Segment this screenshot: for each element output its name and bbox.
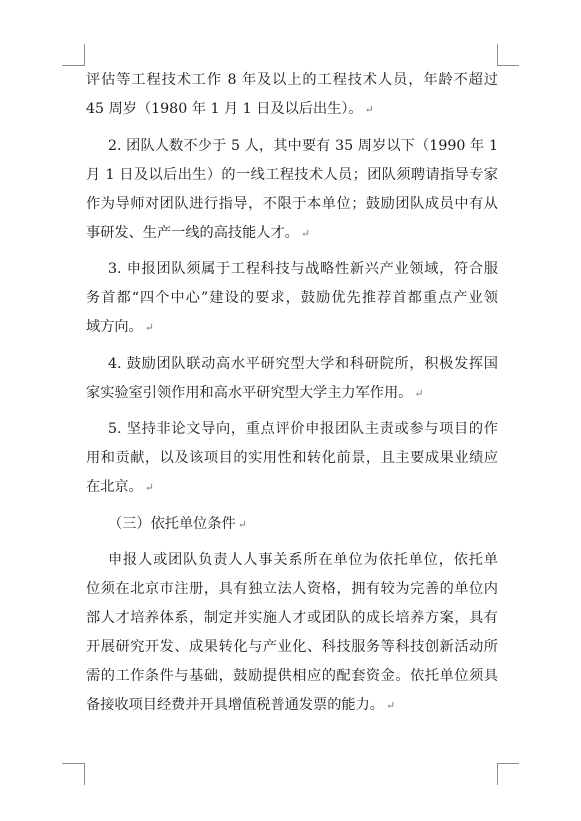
paragraph-mark-icon: ↵	[237, 517, 247, 531]
paragraph-mark-icon: ↵	[144, 321, 154, 334]
text-line: 部人才培养体系，制定并实施人才或团队的成长培养方案，具有	[86, 610, 498, 626]
text-line: 位须在北京市注册，具有独立法人资格，拥有较为完善的单位内	[86, 581, 498, 597]
paragraph-mark-icon: ↵	[364, 103, 374, 116]
crop-mark-top-left	[84, 44, 85, 66]
text-line: 备接收项目经费并开具增值税普通发票的能力。 ↵	[86, 697, 396, 713]
paragraph	[86, 255, 498, 342]
crop-mark-bottom-left	[62, 763, 84, 764]
crop-mark-top-right	[497, 65, 519, 66]
paragraph	[86, 546, 498, 720]
crop-mark-top-left	[62, 65, 84, 66]
paragraph	[86, 350, 498, 408]
crop-mark-bottom-right	[497, 763, 498, 785]
paragraph-mark-icon: ↵	[385, 699, 396, 712]
text-line: 作为导师对团队进行指导，不限于本单位；鼓励团队成员中有从	[86, 195, 498, 212]
paragraph	[86, 415, 498, 502]
text-line: 4. 鼓励团队联动高水平研究型大学和科研院所，积极发挥国	[108, 355, 498, 372]
text-line: 开展研究开发、成果转化与产业化、科技服务等科技创新活动所	[86, 639, 498, 655]
paragraph-mark-icon: ↵	[300, 226, 311, 240]
text-line: （三）依托单位条件 ↵	[108, 515, 247, 532]
text-line: 申报人或团队负责人人事关系所在单位为依托单位，依托单	[108, 552, 498, 568]
text-line: 用和贡献，以及该项目的实用性和转化前景，且主要成果业绩应	[86, 450, 498, 466]
text-line: 评估等工程技术工作 8 年及以上的工程技术人员，年龄不超过	[86, 72, 498, 88]
text-line: 2. 团队人数不少于 5 人，其中要有 35 周岁以下（1990 年 1	[108, 137, 498, 154]
crop-mark-top-right	[497, 44, 498, 66]
paragraph	[86, 132, 498, 248]
crop-mark-bottom-left	[84, 763, 85, 785]
paragraph	[86, 66, 498, 124]
text-line: 3. 申报团队须属于工程科技与战略性新兴产业领域，符合服	[108, 261, 498, 277]
crop-mark-bottom-right	[497, 763, 519, 764]
text-line: 在北京。 ↵	[86, 479, 154, 495]
section-heading	[86, 510, 498, 539]
text-line: 事研发、生产一线的高技能人才。 ↵	[86, 224, 311, 241]
text-line: 域方向。 ↵	[86, 319, 154, 335]
text-line: 家实验室引领作用和高水平研究型大学主力军作用。 ↵	[86, 384, 424, 401]
text-line: 5. 坚持非论文导向，重点评价申报团队主责或参与项目的作	[108, 421, 498, 437]
document-body[interactable]	[86, 66, 498, 720]
text-line: 45 周岁（1980 年 1 月 1 日及以后出生）。 ↵	[86, 101, 374, 117]
paragraph-mark-icon: ↵	[144, 481, 154, 494]
paragraph-mark-icon: ↵	[414, 386, 424, 400]
text-line: 务首都“四个中心”建设的要求，鼓励优先推荐首都重点产业领	[86, 290, 498, 306]
text-line: 月 1 日及以后出生）的一线工程技术人员；团队须聘请指导专家	[86, 166, 498, 183]
text-line: 需的工作条件与基础，鼓励提供相应的配套资金。依托单位须具	[86, 668, 498, 684]
